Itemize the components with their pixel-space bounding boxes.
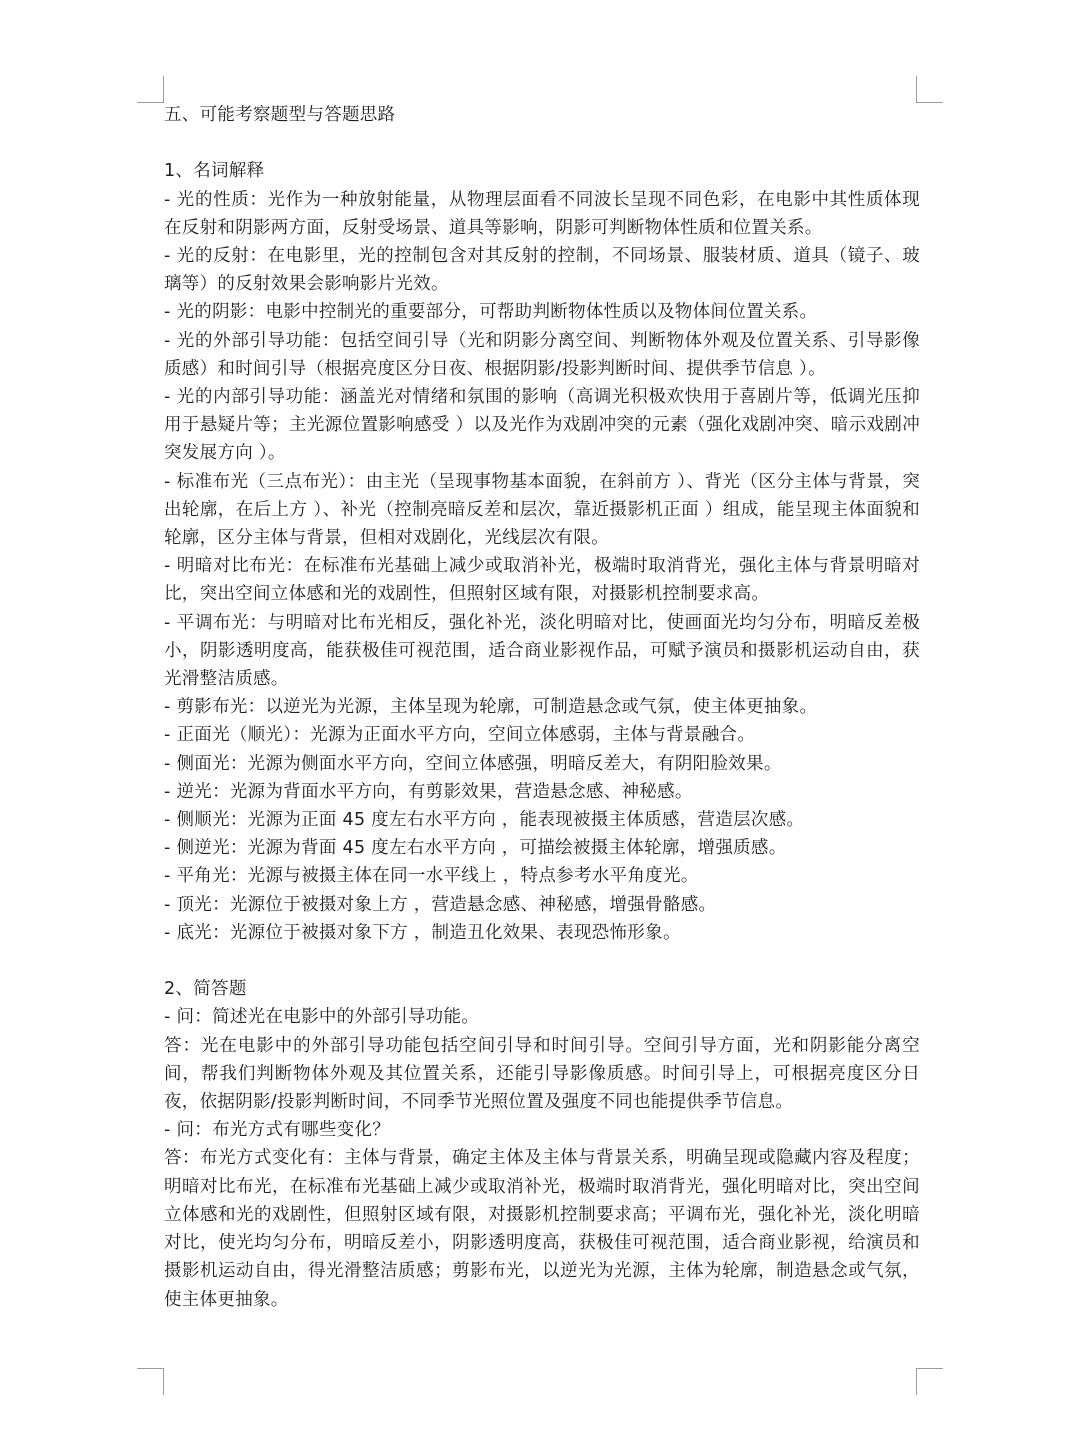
term-item: - 光的反射：在电影里，光的控制包含对其反射的控制，不同场景、服装材质、道具（镜子、玻璃等）的反射效果会影响影片光效。 <box>164 246 920 295</box>
term-item: - 平调布光：与明暗对比布光相反，强化补光，淡化明暗对比，使画面光均匀分布，明暗反差极小，阴影透明度高，能获极佳可视范围，适合商业影视作品，可赋予演员和摄影机运动自由，获光滑整洁质感。 <box>164 612 920 690</box>
page-corner-mark-top-left <box>137 76 164 103</box>
term-item: - 剪影布光：以逆光为光源，主体呈现为轮廓，可制造悬念或气氛，使主体更抽象。 <box>164 697 818 718</box>
spacer <box>164 129 920 157</box>
term-item: - 光的外部引导功能：包括空间引导（光和阴影分离空间、判断物体外观及位置关系、引导影像质感）和时间引导（根据亮度区分日夜、根据阴影/投影判断时间、提供季节信息 ）。 <box>164 330 920 379</box>
term-item: - 侧逆光：光源为背面 45 度左右水平方向 ，可描绘被摄主体轮廓，增强质感。 <box>164 838 787 859</box>
answer-text: 答：光在电影中的外部引导功能包括空间引导和时间引导。空间引导方面，光和阴影能分离空间，帮我们判断物体外观及其位置关系，还能引导影像质感。时间引导上，可根据亮度区分日夜，依据阴影/投影判断时间，不同季节光照位置及强度不同也能提供季节信息。 <box>164 1035 920 1113</box>
page-corner-mark-top-right <box>916 76 943 103</box>
question-text: - 问：布光方式有哪些变化？ <box>164 1120 391 1141</box>
section-title-short-answer: 2、简答题 <box>164 979 247 1000</box>
term-item: - 侧面光：光源为侧面水平方向，空间立体感强，明暗反差大，有阴阳脸效果。 <box>164 753 782 774</box>
answer-text: 答：布光方式变化有：主体与背景，确定主体及主体与背景关系，明确呈现或隐藏内容及程度；明暗对比布光，在标准布光基础上减少或取消补光，极端时取消背光，强化明暗对比，突出空间立体感和光的戏剧性，但照射区域有限，对摄影机控制要求高；平调布光，强化补光，淡化明暗对比，使光均匀分布，明暗反差小，阴影透明度高，获极佳可视范围，适合商业影视，给演员和摄影机运动自由，得光滑整洁质感；剪影布光，以逆光为光源，主体为轮廓，制造悬念或气氛，使主体更抽象。 <box>164 1148 920 1310</box>
spacer <box>164 947 920 975</box>
term-item: - 逆光：光源为背面水平方向，有剪影效果，营造悬念感、神秘感。 <box>164 781 693 802</box>
term-item: - 平角光：光源与被摄主体在同一水平线上 ，特点参考水平角度光。 <box>164 866 699 887</box>
question-text: - 问：简述光在电影中的外部引导功能。 <box>164 1007 480 1028</box>
section-title-terms: 1、名词解释 <box>164 161 265 182</box>
page-corner-mark-bottom-right <box>916 1368 943 1395</box>
term-item: - 底光：光源位于被摄对象下方 ，制造丑化效果、表现恐怖形象。 <box>164 922 681 943</box>
term-item: - 明暗对比布光：在标准布光基础上减少或取消补光，极端时取消背光，强化主体与背景明暗对比，突出空间立体感和光的戏剧性，但照射区域有限，对摄影机控制要求高。 <box>164 556 920 605</box>
term-item: - 顶光：光源位于被摄对象上方 ，营造悬念感、神秘感，增强骨骼感。 <box>164 894 717 915</box>
term-item: - 光的内部引导功能：涵盖光对情绪和氛围的影响（高调光积极欢快用于喜剧片等，低调光压抑用于悬疑片等；主光源位置影响感受 ）以及光作为戏剧冲突的元素（强化戏剧冲突、暗示戏剧冲突发展方向 ）。 <box>164 387 920 464</box>
document-body <box>164 101 920 1314</box>
page-corner-mark-bottom-left <box>137 1368 164 1395</box>
term-item: - 光的性质：光作为一种放射能量，从物理层面看不同波长呈现不同色彩，在电影中其性质体现在反射和阴影两方面，反射受场景、道具等影响，阴影可判断物体性质和位置关系。 <box>164 189 920 238</box>
term-item: - 标准布光（三点布光）：由主光（呈现事物基本面貌，在斜前方 ）、背光（区分主体与背景，突出轮廓，在后上方 ）、补光（控制亮暗反差和层次，靠近摄影机正面 ）组成，能呈现主体面貌和轮廓，区分主体与背景，但相对戏剧化，光线层次有限。 <box>164 471 920 549</box>
term-item: - 光的阴影：电影中控制光的重要部分，可帮助判断物体性质以及物体间位置关系。 <box>164 302 818 323</box>
term-item: - 正面光（顺光）：光源为正面水平方向，空间立体感弱，主体与背景融合。 <box>164 725 756 746</box>
document-heading: 五、可能考察题型与答题思路 <box>164 105 396 125</box>
term-item: - 侧顺光：光源为正面 45 度左右水平方向 ，能表现被摄主体质感，营造层次感。 <box>164 810 805 831</box>
